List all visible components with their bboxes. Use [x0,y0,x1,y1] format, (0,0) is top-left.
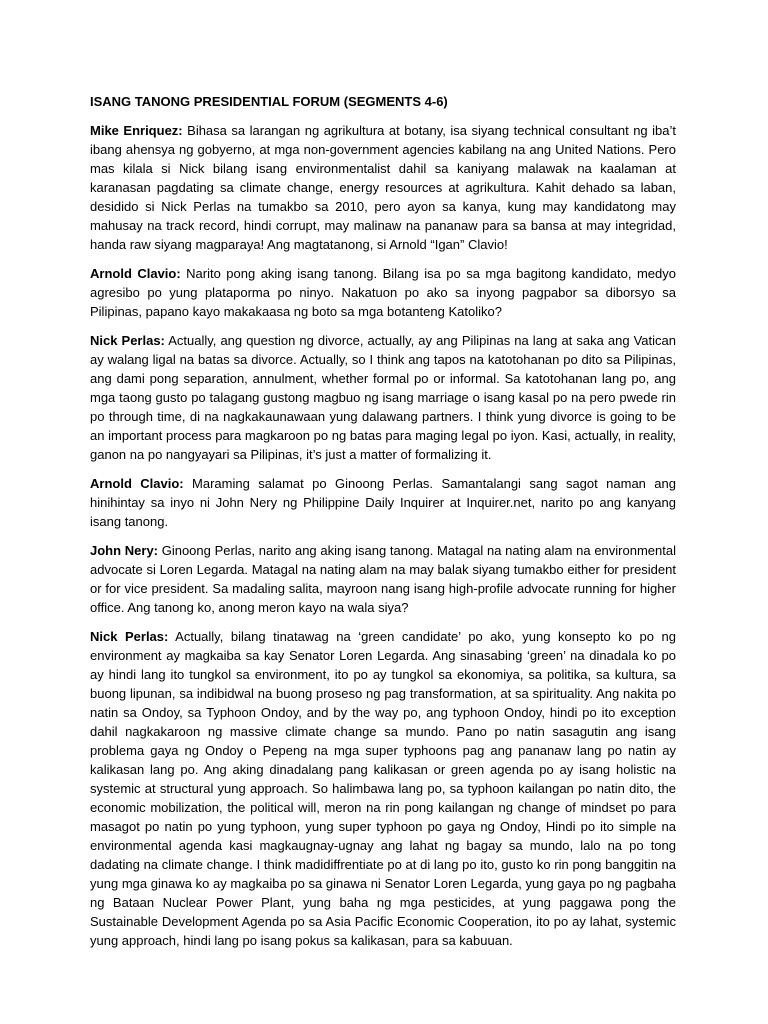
document-page [90,92,676,960]
paragraph-1 [90,121,676,254]
paragraph-4 [90,474,676,531]
speaker-name: Nick Perlas: [90,629,169,644]
paragraph-text: Bihasa sa larangan ng agrikultura at botany, isa siyang technical consultant ng iba’t ibang ahensya ng gobyerno, at mga non-government agencies kabilang na ang United Nations. Pero mas kilala si Nick bilang isang environmentalist dahil sa kaniyang malawak na kaalaman at karanasan pagdating sa climate change, energy resources at agrikultura. Kahit dehado sa laban, desidido si Nick Perlas na tumakbo sa 2010, pero ayon sa kanya, kung may kandidatong may mahusay na track record, hindi corrupt, may malinaw na pananaw para sa bansa at may integridad, handa raw siyang magparaya! Ang magtatanong, si Arnold “Igan” Clavio! [90,123,676,252]
document-title: ISANG TANONG PRESIDENTIAL FORUM (SEGMENTS 4-6) [90,94,448,109]
paragraph-text: Narito pong aking isang tanong. Bilang isa po sa mga bagitong kandidato, medyo agresibo po yung plataporma po ninyo. Nakatuon po ako sa inyong pagpabor sa diborsyo sa Pilipinas, papano kayo makakaasa ng boto sa mga botanteng Katoliko? [90,266,676,319]
paragraph-text: Actually, bilang tinatawag na ‘green candidate’ po ako, yung konsepto ko po ng environment ay magkaiba sa kay Senator Loren Legarda. Ang sinasabing ‘green’ na dinadala ko po ay hindi lang ito tungkol sa environment, ito po ay tungkol sa ekonomiya, sa politika, sa kultura, sa buong lipunan, sa indibidwal na buong proseso ng pag transformation, at sa spirituality. Ang nakita po natin sa Ondoy, sa Typhoon Ondoy, and by the way po, ang typhoon Ondoy, hindi po ito exception dahil nagkakaroon ng massive climate change sa mundo. Pano po natin sasagutin ang isang problema gaya ng Ondoy o Pepeng na mga super typhoons pag ang pananaw lang po natin ay kalikasan lang po. Ang aking dinadalang pang kalikasan or green agenda po ay isang holistic na systemic at structural yung approach. So halimbawa lang po, sa typhoon kailangan po natin dito, the economic mobilization, the political will, meron na rin pong kailangan ng change of mindset po para masagot po natin po yung typhoon, yung super typhoon po gaya ng Ondoy, Hindi po ito simple na environmental agenda kasi magkaugnay-ugnay ang lahat ng bagay sa mundo, lalo na po tong dadating na climate change. I think madidiffrentiate po at di lang po ito, gusto ko rin pong banggitin na yung mga ginawa ko ay magkaiba po sa ginawa ni Senator Loren Legarda, yung gaya po ng pagbaha ng Bataan Nuclear Power Plant, yung baha ng mga pesticides, at yung paggawa pong the Sustainable Development Agenda po sa Asia Pacific Economic Cooperation, ito po ay lahat, systemic yung approach, hindi lang po isang pokus sa kalikasan, para sa kabuuan. [90,629,677,948]
speaker-name: Mike Enriquez: [90,123,183,138]
paragraph-5 [90,541,676,617]
paragraph-3 [90,331,676,464]
paragraph-text: Ginoong Perlas, narito ang aking isang tanong. Matagal na nating alam na environmental advocate si Loren Legarda. Matagal na nating alam na may balak siyang tumakbo either for president or for vice president. Sa madaling salita, mayroon nang isang high-profile advocate running for higher office. Ang tanong ko, anong meron kayo na wala siya? [90,543,676,615]
paragraph-text: Maraming salamat po Ginoong Perlas. Samantalangi sang sagot naman ang hinihintay sa inyo ni John Nery ng Philippine Daily Inquirer at Inquirer.net, narito po ang kanyang isang tanong. [90,476,676,529]
paragraph-6 [90,627,676,950]
speaker-name: Arnold Clavio: [90,266,181,281]
speaker-name: Arnold Clavio: [90,476,184,491]
paragraph-text: Actually, ang question ng divorce, actually, ay ang Pilipinas na lang at saka ang Vatican ay walang ligal na batas sa divorce. Actually, so I think ang tapos na katotohanan po dito sa Pilipinas, ang dami pong separation, annulment, whether formal po or informal. Sa katotohanan lang po, ang mga taong gusto po talagang gustong magbuo ng isang marriage o isang kasal po na pero pwede rin po through time, di na nagkakaunawaan yung dalawang partners. I think yung divorce is going to be an important process para magkaroon po ng batas para maging legal po iyon. Kasi, actually, in reality, ganon na po nangyayari sa Pilipinas, it’s just a matter of formalizing it. [90,333,676,462]
speaker-name: Nick Perlas: [90,333,165,348]
paragraph-2 [90,264,676,321]
speaker-name: John Nery: [90,543,158,558]
